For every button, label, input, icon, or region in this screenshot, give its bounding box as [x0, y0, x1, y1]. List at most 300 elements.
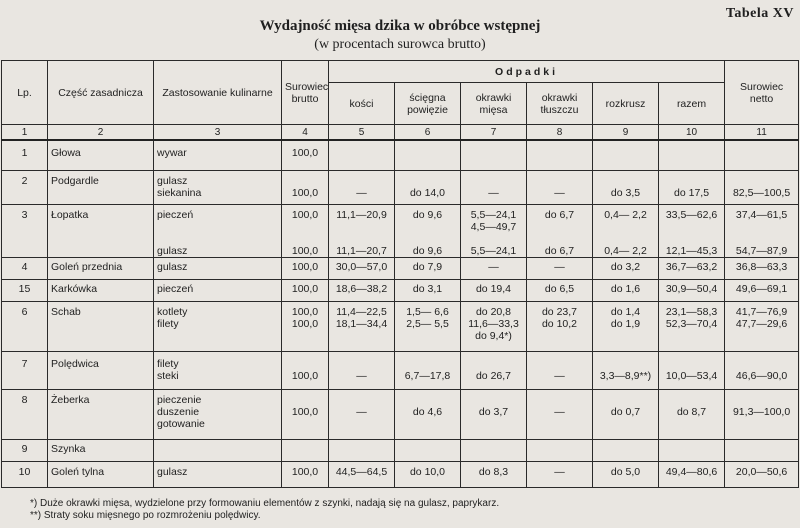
cell-value: [596, 233, 655, 245]
cell-value: —: [356, 186, 367, 199]
cell-value: do 8,7: [676, 405, 707, 418]
cell-value: [596, 418, 655, 430]
row-okrawki-miesa: [461, 140, 527, 170]
cell-value: wywar: [157, 147, 187, 159]
cell-value: 5,5—24,1: [470, 208, 517, 221]
cell-value: [464, 358, 523, 370]
cell-value: do 17,5: [674, 186, 710, 199]
table-row: [2, 389, 799, 439]
cell-value: filety: [157, 317, 179, 330]
table-body: [2, 140, 799, 487]
row-okrawki-tluszczu: [527, 389, 593, 439]
cell-value: 100,0: [291, 282, 319, 295]
footnote-2: **) Straty soku mięsnego po rozmrożeniu polędwicy.: [30, 510, 261, 521]
cell-value: do 9,6: [412, 208, 443, 221]
cell-value: [662, 147, 721, 159]
table-row: [2, 140, 799, 170]
cell-value: 100,0: [291, 186, 319, 199]
cell-value: 54,7—87,9: [735, 244, 788, 257]
cell-value: 100,0: [291, 369, 319, 382]
cell-value: do 6,7: [544, 244, 575, 257]
cell-value: 1,5— 6,6: [406, 305, 449, 318]
cell-value: gulasz: [157, 465, 188, 478]
cell-value: do 20,8: [475, 305, 512, 318]
cell-value: do 3,7: [478, 405, 509, 418]
row-czesc: Goleń tylna: [48, 461, 154, 487]
cell-value: [332, 233, 391, 245]
cell-value: [662, 330, 721, 342]
table-subtitle: (w procentach surowca brutto): [314, 37, 486, 52]
row-brutto: [282, 170, 329, 204]
row-rozkrusz: [593, 389, 659, 439]
row-sciegna: [395, 204, 461, 257]
cell-value: gulasz: [157, 174, 188, 187]
row-lp: 10: [2, 461, 48, 487]
cell-value: [530, 233, 589, 245]
header-lp: Lp.: [2, 61, 48, 125]
row-okrawki-miesa: [461, 257, 527, 279]
row-kosci: [329, 204, 395, 257]
row-kosci: [329, 257, 395, 279]
cell-value: [398, 233, 457, 245]
cell-value: 100,0: [291, 260, 319, 273]
cell-value: 30,0—57,0: [335, 260, 388, 273]
table-label: Tabela XV: [725, 6, 794, 21]
cell-value: 44,5—64,5: [335, 465, 388, 478]
row-zastosowanie: [154, 257, 282, 279]
cell-value: —: [554, 465, 565, 478]
cell-value: 82,5—100,5: [732, 186, 791, 199]
row-lp: 1: [2, 140, 48, 170]
row-lp: 2: [2, 170, 48, 204]
row-rozkrusz: [593, 461, 659, 487]
row-kosci: [329, 389, 395, 439]
cell-value: do 19,4: [475, 282, 512, 295]
cell-value: —: [356, 405, 367, 418]
cell-value: —: [488, 260, 499, 273]
cell-value: [285, 330, 325, 342]
cell-value: 12,1—45,3: [665, 244, 718, 257]
cell-value: [728, 221, 795, 233]
cell-value: 10,0—53,4: [665, 369, 718, 382]
cell-value: [398, 147, 457, 159]
row-lp: 3: [2, 204, 48, 257]
row-okrawki-tluszczu: [527, 439, 593, 461]
row-okrawki-miesa: [461, 279, 527, 301]
cell-value: pieczeń: [157, 208, 194, 221]
row-zastosowanie: [154, 204, 282, 257]
row-lp: 7: [2, 351, 48, 389]
cell-value: [530, 175, 589, 187]
row-rozkrusz: [593, 301, 659, 351]
column-number: 7: [461, 125, 527, 141]
cell-value: —: [554, 405, 565, 418]
row-kosci: [329, 301, 395, 351]
cell-value: [728, 330, 795, 342]
row-zastosowanie: [154, 351, 282, 389]
column-number: 8: [527, 125, 593, 141]
header-kosci: kości: [329, 83, 395, 125]
column-number: 9: [593, 125, 659, 141]
cell-value: [596, 330, 655, 342]
row-czesc: Karkówka: [48, 279, 154, 301]
cell-value: siekanina: [157, 186, 202, 199]
cell-value: 47,7—29,6: [735, 317, 788, 330]
cell-value: do 3,5: [610, 186, 641, 199]
row-rozkrusz: [593, 279, 659, 301]
cell-value: [157, 233, 278, 245]
row-razem: [659, 279, 725, 301]
row-okrawki-miesa: [461, 301, 527, 351]
row-czesc: Polędwica: [48, 351, 154, 389]
cell-value: 100,0: [291, 244, 319, 257]
cell-value: [285, 233, 325, 245]
column-number-row: [2, 125, 799, 141]
row-okrawki-miesa: [461, 204, 527, 257]
cell-value: do 8,3: [478, 465, 509, 478]
row-brutto: [282, 301, 329, 351]
row-czesc: Żeberka: [48, 389, 154, 439]
row-netto: [725, 351, 799, 389]
cell-value: 100,0: [291, 405, 319, 418]
cell-value: 100,0: [291, 317, 319, 330]
row-zastosowanie: [154, 140, 282, 170]
cell-value: 100,0: [291, 208, 319, 221]
row-czesc: Głowa: [48, 140, 154, 170]
row-razem: [659, 204, 725, 257]
cell-value: [728, 358, 795, 370]
cell-value: 2,5— 5,5: [406, 317, 449, 330]
cell-value: [398, 418, 457, 430]
cell-value: 36,8—63,3: [735, 260, 788, 273]
cell-value: 18,1—34,4: [335, 317, 388, 330]
cell-value: [662, 233, 721, 245]
cell-value: do 10,2: [541, 317, 578, 330]
cell-value: 18,6—38,2: [335, 282, 388, 295]
cell-value: [464, 175, 523, 187]
row-okrawki-miesa: [461, 461, 527, 487]
footnotes: [30, 498, 499, 522]
cell-value: 3,3—8,9**): [599, 369, 652, 382]
cell-value: [464, 147, 523, 159]
cell-value: [157, 221, 278, 233]
cell-value: kotlety: [157, 305, 188, 318]
cell-value: [596, 221, 655, 233]
cell-value: [398, 221, 457, 233]
footnote-1: *) Duże okrawki mięsa, wydzielone przy formowaniu elementów z szynki, nadają się na gulasz, paprykarz.: [30, 498, 500, 509]
row-brutto: [282, 204, 329, 257]
row-brutto: [282, 140, 329, 170]
row-zastosowanie: [154, 461, 282, 487]
row-kosci: [329, 170, 395, 204]
row-netto: [725, 461, 799, 487]
row-netto: [725, 257, 799, 279]
cell-value: [728, 147, 795, 159]
cell-value: [662, 443, 721, 455]
table-row: [2, 351, 799, 389]
header-odpadki: Odpadki: [329, 61, 725, 83]
cell-value: [398, 358, 457, 370]
row-czesc: Goleń przednia: [48, 257, 154, 279]
column-number: 5: [329, 125, 395, 141]
row-razem: [659, 301, 725, 351]
column-number: 2: [48, 125, 154, 141]
cell-value: [662, 221, 721, 233]
cell-value: [728, 233, 795, 245]
cell-value: [464, 443, 523, 455]
column-number: 11: [725, 125, 799, 141]
cell-value: [596, 394, 655, 406]
cell-value: gotowanie: [157, 417, 205, 430]
row-kosci: [329, 461, 395, 487]
cell-value: 49,6—69,1: [735, 282, 788, 295]
header-zastosowanie: Zastosowanie kulinarne: [154, 61, 282, 125]
row-sciegna: [395, 439, 461, 461]
row-czesc: Łopatka: [48, 204, 154, 257]
cell-value: —: [488, 186, 499, 199]
cell-value: —: [554, 186, 565, 199]
cell-value: do 3,2: [610, 260, 641, 273]
cell-value: do 3,1: [412, 282, 443, 295]
cell-value: —: [356, 369, 367, 382]
row-netto: [725, 170, 799, 204]
cell-value: 52,3—70,4: [665, 317, 718, 330]
cell-value: 46,6—90,0: [735, 369, 788, 382]
row-okrawki-miesa: [461, 351, 527, 389]
cell-value: [285, 358, 325, 370]
column-number: 6: [395, 125, 461, 141]
row-brutto: [282, 351, 329, 389]
cell-value: do 14,0: [409, 186, 446, 199]
cell-value: 33,5—62,6: [665, 208, 718, 221]
cell-value: do 1,6: [610, 282, 641, 295]
cell-value: do 4,6: [412, 405, 443, 418]
cell-value: [530, 330, 589, 342]
cell-value: do 6,5: [544, 282, 575, 295]
cell-value: —: [554, 260, 565, 273]
table-row: [2, 439, 799, 461]
table-row: [2, 301, 799, 351]
table-row: [2, 279, 799, 301]
cell-value: [157, 443, 278, 455]
cell-value: [464, 418, 523, 430]
row-okrawki-miesa: [461, 439, 527, 461]
cell-value: filety: [157, 357, 179, 370]
row-kosci: [329, 140, 395, 170]
header-czesc: Część zasadnicza: [48, 61, 154, 125]
cell-value: 11,4—22,5: [336, 305, 387, 318]
row-kosci: [329, 279, 395, 301]
row-zastosowanie: [154, 439, 282, 461]
cell-value: 36,7—63,2: [665, 260, 718, 273]
row-rozkrusz: [593, 439, 659, 461]
row-netto: [725, 204, 799, 257]
row-sciegna: [395, 140, 461, 170]
cell-value: [662, 418, 721, 430]
cell-value: [596, 147, 655, 159]
row-lp: 8: [2, 389, 48, 439]
cell-value: 37,4—61,5: [735, 208, 788, 221]
row-okrawki-tluszczu: [527, 461, 593, 487]
cell-value: do 7,9: [412, 260, 443, 273]
cell-value: [332, 147, 391, 159]
cell-value: do 1,9: [610, 317, 641, 330]
row-netto: [725, 439, 799, 461]
row-okrawki-tluszczu: [527, 140, 593, 170]
cell-value: [728, 418, 795, 430]
cell-value: [332, 175, 391, 187]
column-number: 4: [282, 125, 329, 141]
row-rozkrusz: [593, 257, 659, 279]
row-okrawki-tluszczu: [527, 204, 593, 257]
row-rozkrusz: [593, 140, 659, 170]
row-sciegna: [395, 279, 461, 301]
row-okrawki-tluszczu: [527, 170, 593, 204]
cell-value: [285, 175, 325, 187]
header-surowiec-netto: Surowiec netto: [725, 61, 799, 125]
row-brutto: [282, 257, 329, 279]
cell-value: [398, 330, 457, 342]
cell-value: [530, 221, 589, 233]
cell-value: 5,5—24,1: [470, 244, 517, 257]
cell-value: [662, 175, 721, 187]
row-sciegna: [395, 257, 461, 279]
cell-value: do 6,7: [544, 208, 575, 221]
row-razem: [659, 389, 725, 439]
row-okrawki-tluszczu: [527, 351, 593, 389]
row-rozkrusz: [593, 204, 659, 257]
row-zastosowanie: [154, 170, 282, 204]
table-title: Wydajność mięsa dzika w obróbce wstępnej: [259, 18, 541, 34]
row-netto: [725, 301, 799, 351]
cell-value: [285, 394, 325, 406]
row-czesc: Schab: [48, 301, 154, 351]
cell-value: 41,7—76,9: [735, 305, 788, 318]
row-razem: [659, 439, 725, 461]
cell-value: [398, 394, 457, 406]
row-brutto: [282, 461, 329, 487]
row-lp: 9: [2, 439, 48, 461]
row-okrawki-miesa: [461, 389, 527, 439]
cell-value: gulasz: [157, 244, 188, 257]
row-sciegna: [395, 170, 461, 204]
row-sciegna: [395, 461, 461, 487]
row-razem: [659, 140, 725, 170]
row-czesc: Podgardle: [48, 170, 154, 204]
cell-value: [285, 418, 325, 430]
row-razem: [659, 257, 725, 279]
cell-value: [662, 358, 721, 370]
cell-value: [285, 443, 325, 455]
cell-value: 11,1—20,9: [336, 208, 387, 221]
column-number: 10: [659, 125, 725, 141]
cell-value: do 10,0: [409, 465, 446, 478]
cell-value: steki: [157, 369, 179, 382]
cell-value: 100,0: [291, 305, 319, 318]
header-razem: razem: [659, 83, 725, 125]
cell-value: [464, 394, 523, 406]
cell-value: 91,3—100,0: [732, 405, 791, 418]
cell-value: [398, 443, 457, 455]
cell-value: [332, 221, 391, 233]
row-czesc: Szynka: [48, 439, 154, 461]
cell-value: [530, 443, 589, 455]
cell-value: [157, 330, 278, 342]
header-surowiec-brutto: Surowiec brutto: [282, 61, 329, 125]
cell-value: 23,1—58,3: [665, 305, 718, 318]
cell-value: [530, 418, 589, 430]
row-sciegna: [395, 301, 461, 351]
row-brutto: [282, 439, 329, 461]
cell-value: do 26,7: [475, 369, 512, 382]
row-lp: 4: [2, 257, 48, 279]
table-row: [2, 257, 799, 279]
cell-value: do 5,0: [610, 465, 641, 478]
cell-value: 11,1—20,7: [336, 244, 387, 257]
row-netto: [725, 140, 799, 170]
cell-value: gulasz: [157, 260, 188, 273]
row-okrawki-miesa: [461, 170, 527, 204]
header-okrawki-miesa: okrawki mięsa: [461, 83, 527, 125]
cell-value: 100,0: [291, 147, 319, 159]
cell-value: 100,0: [291, 465, 319, 478]
cell-value: duszenie: [157, 405, 200, 418]
cell-value: 4,5—49,7: [470, 220, 517, 233]
row-zastosowanie: [154, 389, 282, 439]
row-netto: [725, 389, 799, 439]
row-razem: [659, 351, 725, 389]
table-row: [2, 461, 799, 487]
cell-value: 0,4— 2,2: [604, 244, 647, 257]
row-brutto: [282, 279, 329, 301]
row-kosci: [329, 351, 395, 389]
row-okrawki-tluszczu: [527, 279, 593, 301]
row-rozkrusz: [593, 170, 659, 204]
cell-value: [662, 394, 721, 406]
table-row: [2, 170, 799, 204]
header-sciegna: ścięgna powięzie: [395, 83, 461, 125]
cell-value: pieczeń: [157, 282, 194, 295]
cell-value: 30,9—50,4: [665, 282, 718, 295]
cell-value: do 0,7: [610, 405, 641, 418]
cell-value: 49,4—80,6: [665, 465, 718, 478]
row-razem: [659, 170, 725, 204]
cell-value: [398, 175, 457, 187]
row-lp: 6: [2, 301, 48, 351]
cell-value: [728, 175, 795, 187]
cell-value: 20,0—50,6: [735, 465, 788, 478]
row-lp: 15: [2, 279, 48, 301]
table-row: [2, 204, 799, 257]
cell-value: do 1,4: [610, 305, 641, 318]
cell-value: [332, 330, 391, 342]
cell-value: do 9,6: [412, 244, 443, 257]
cell-value: [530, 358, 589, 370]
row-kosci: [329, 439, 395, 461]
row-netto: [725, 279, 799, 301]
cell-value: —: [554, 369, 565, 382]
cell-value: [464, 233, 523, 245]
cell-value: pieczenie: [157, 393, 202, 406]
row-zastosowanie: [154, 279, 282, 301]
row-okrawki-tluszczu: [527, 301, 593, 351]
cell-value: 11,6—33,3: [468, 317, 519, 330]
cell-value: [332, 394, 391, 406]
cell-value: [285, 221, 325, 233]
row-sciegna: [395, 351, 461, 389]
row-sciegna: [395, 389, 461, 439]
row-rozkrusz: [593, 351, 659, 389]
